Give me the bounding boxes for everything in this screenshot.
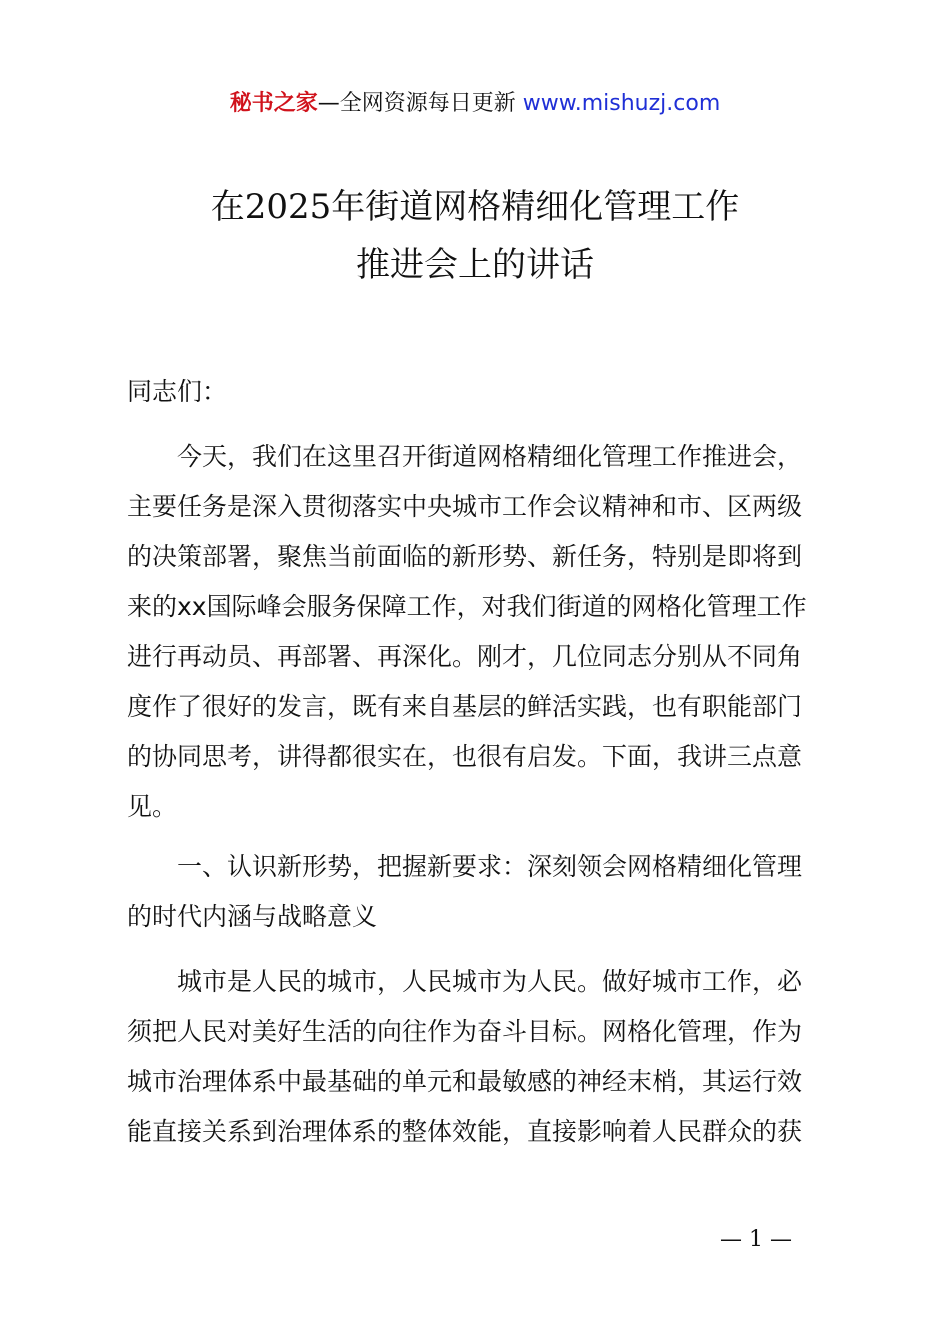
paragraph-line: 见。 [127,792,178,821]
title-line-2: 推进会上的讲话 [356,245,594,285]
site-url-link[interactable]: www.mishuzj.com [522,91,721,116]
paragraph-line: 能直接关系到治理体系的整体效能，直接影响着人民群众的获 [127,1117,803,1146]
paragraph-line: 的协同思考，讲得都很实在，也很有启发。下面，我讲三点意 [127,742,803,771]
paragraph-line: 城市是人民的城市，人民城市为人民。做好城市工作，必 [177,967,803,996]
section-heading-1 [127,842,833,942]
page-number: — 1 — [720,1227,792,1252]
document-title [0,178,950,294]
salutation: 同志们： [127,377,228,406]
heading-line: 的时代内涵与战略意义 [127,902,378,931]
paragraph-line: 须把人民对美好生活的向往作为奋斗目标。网格化管理，作为 [127,1017,803,1046]
paragraph-line: 主要任务是深入贯彻落实中央城市工作会议精神和市、区两级 [127,492,803,521]
paragraph-section-1 [127,957,833,1157]
heading-line: 一、认识新形势，把握新要求：深刻领会网格精细化管理 [177,852,803,881]
site-header [0,86,950,122]
paragraph-line: 的决策部署，聚焦当前面临的新形势、新任务，特别是即将到 [127,542,803,571]
paragraph-intro [127,432,833,832]
site-brand: 秘书之家 [229,91,318,116]
paragraph-line: 城市治理体系中最基础的单元和最敏感的神经末梢，其运行效 [127,1067,803,1096]
paragraph-line: 来的xx国际峰会服务保障工作，对我们街道的网格化管理工作 [127,592,807,621]
site-tagline: —全网资源每日更新 [317,91,523,116]
title-line-1: 在2025年街道网格精细化管理工作 [210,187,740,227]
paragraph-line: 进行再动员、再部署、再深化。刚才，几位同志分别从不同角 [127,642,803,671]
paragraph-line: 度作了很好的发言，既有来自基层的鲜活实践，也有职能部门 [127,692,803,721]
paragraph-line: 今天，我们在这里召开街道网格精细化管理工作推进会， [177,442,803,471]
